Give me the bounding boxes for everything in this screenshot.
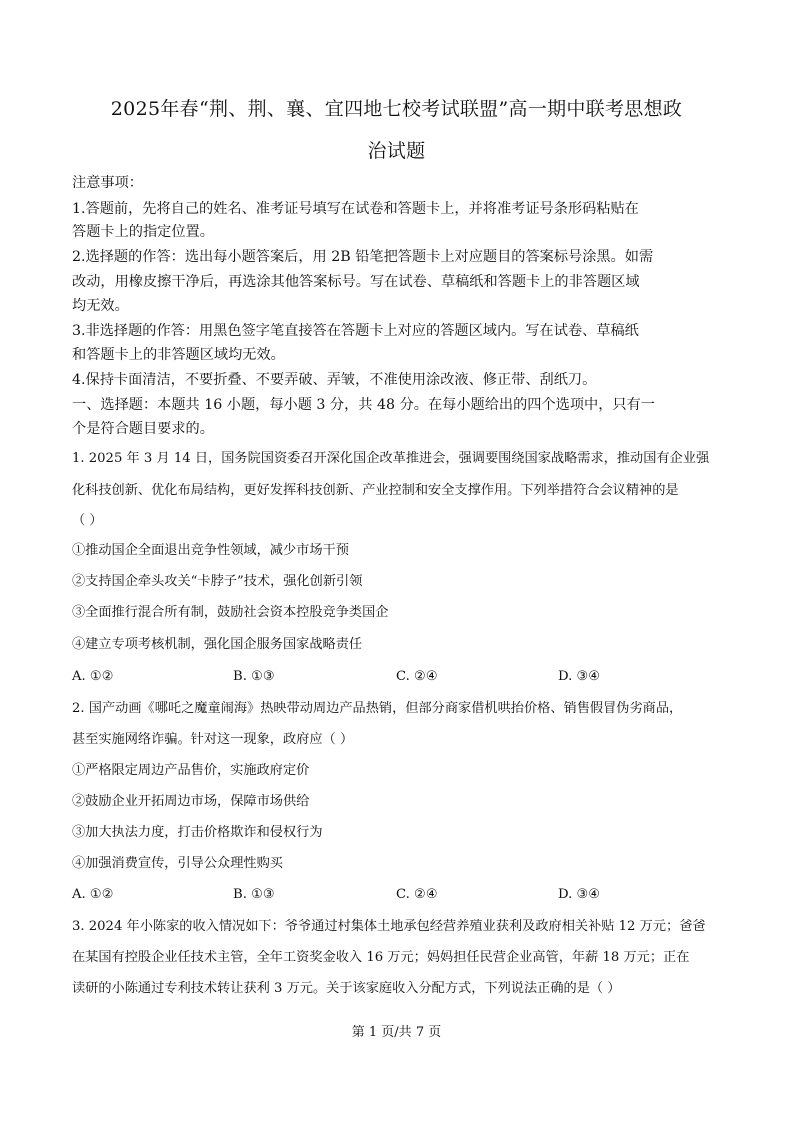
instruction-line: 2.选择题的作答：选出每小题答案后，用 2B 铅笔把答题卡上对应题目的答案标号涂黑。如需 — [72, 249, 654, 265]
question-3-stem: 读研的小陈通过专利技术转让获利 3 万元。关于该家庭收入分配方式，下列说法正确的是（ ） — [72, 981, 621, 996]
question-2-option-a: A. ①② — [72, 887, 114, 902]
page-footer: 第 1 页/共 7 页 — [351, 1025, 442, 1040]
question-1-option-a: A. ①② — [72, 669, 114, 684]
section-heading-cont: 个是符合题目要求的。 — [72, 421, 214, 437]
question-3-stem: 3. 2024 年小陈家的收入情况如下：爷爷通过村集体土地承包经营养殖业获利及政府相关补贴 12 万元；爸爸 — [72, 919, 706, 934]
question-2-item: ②鼓励企业开拓周边市场，保障市场供给 — [72, 794, 310, 809]
question-2-item: ①严格限定周边产品售价，实施政府定价 — [72, 763, 310, 778]
instruction-line: 4.保持卡面清洁，不要折叠、不要弄破、弄皱，不准使用涂改液、修正带、刮纸刀。 — [72, 372, 597, 388]
question-2-option-c: C. ②④ — [396, 887, 438, 902]
question-2-option-b: B. ①③ — [233, 887, 275, 902]
instruction-line: 1.答题前，先将自己的姓名、准考证号填写在试卷和答题卡上，并将准考证号条形码粘贴在 — [72, 201, 639, 217]
question-2-item: ③加大执法力度，打击价格欺诈和侵权行为 — [72, 825, 323, 840]
question-2-item: ④加强消费宣传，引导公众理性购买 — [72, 856, 283, 871]
question-3-stem: 在某国有控股企业任技术主管，全年工资奖金收入 16 万元；妈妈担任民营企业高管，年薪 18 万元；正在 — [72, 950, 690, 965]
question-1-item: ②支持国企牵头攻关“卡脖子”技术，强化创新引领 — [72, 574, 363, 589]
instruction-line: 改动，用橡皮擦干净后，再选涂其他答案标号。写在试卷、草稿纸和答题卡上的非答题区域 — [72, 274, 640, 290]
section-heading: 一、选择题：本题共 16 小题，每小题 3 分，共 48 分。在每小题给出的四个选项中，只有一 — [72, 397, 655, 413]
instruction-line: 和答题卡上的非答题区域均无效。 — [72, 347, 285, 363]
question-1-item: ④建立专项考核机制，强化国企服务国家战略责任 — [72, 637, 363, 652]
question-1-option-d: D. ③④ — [558, 669, 601, 684]
question-1-option-b: B. ①③ — [233, 669, 275, 684]
question-2-stem: 甚至实施网络诈骗。针对这一现象，政府应（ ） — [72, 732, 354, 747]
question-1-item: ①推动国企全面退出竞争性领域，减少市场干预 — [72, 543, 349, 558]
question-1-item: ③全面推行混合所有制，鼓励社会资本控股竞争类国企 — [72, 605, 389, 620]
question-1-stem: 化科技创新、优化布局结构，更好发挥科技创新、产业控制和安全支撑作用。下列举措符合会议精神的是 — [72, 483, 679, 498]
question-2-stem: 2. 国产动画《哪吒之魔童闹海》热映带动周边产品热销，但部分商家借机哄抬价格、销售假冒伪劣商品， — [72, 701, 683, 716]
instruction-line: 均无效。 — [72, 298, 129, 314]
question-2-option-d: D. ③④ — [558, 887, 601, 902]
question-1-answer-blank: （ ） — [72, 513, 103, 528]
instruction-line: 3.非选择题的作答：用黑色签字笔直接答在答题卡上对应的答题区域内。写在试卷、草稿纸 — [72, 323, 639, 339]
question-1-stem: 1. 2025 年 3 月 14 日，国务院国资委召开深化国企改革推进会，强调要围绕国家战略需求，推动国有企业强 — [72, 451, 710, 466]
question-1-option-c: C. ②④ — [396, 669, 438, 684]
exam-title-line-2: 治试题 — [367, 140, 426, 162]
instructions-heading: 注意事项： — [72, 175, 143, 191]
exam-title-line-1: 2025年春“荆、荆、襄、宜四地七校考试联盟”高一期中联考思想政 — [110, 98, 683, 120]
instruction-line: 答题卡上的指定位置。 — [72, 224, 214, 240]
